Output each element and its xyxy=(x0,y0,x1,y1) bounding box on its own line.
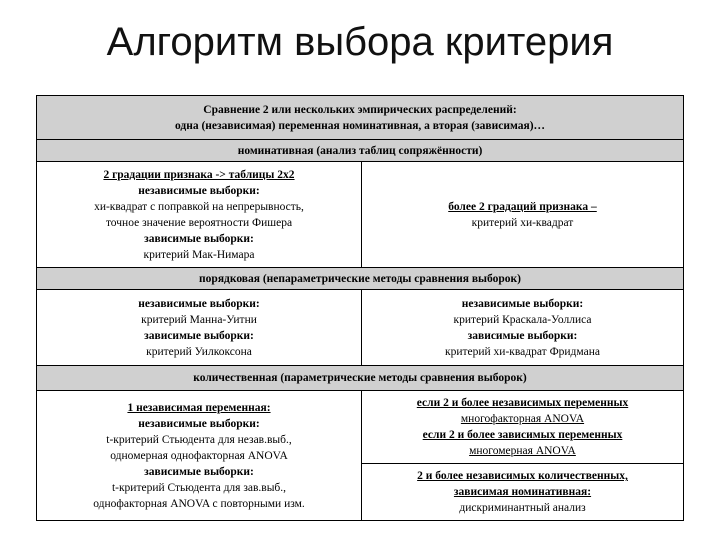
nominative-left-line-3: хи-квадрат с поправкой на непрерывность, xyxy=(94,200,304,213)
nominative-left-line-5: зависимые выборки: xyxy=(144,232,254,245)
quantitative-left-line-2: независимые выборки: xyxy=(138,417,260,430)
quantitative-right-top-line-1: если 2 и более независимых переменных xyxy=(416,397,629,409)
ordinal-right-line-2: критерий Краскала-Уоллиса xyxy=(453,313,592,326)
nominative-left-line-4: точное значение вероятности Фишера xyxy=(105,216,293,229)
header-cell xyxy=(37,96,683,139)
nominative-left-line-1: 2 градации признака -> таблицы 2х2 xyxy=(103,168,295,181)
nominative-left-line-6: критерий Мак-Нимара xyxy=(143,248,255,261)
quantitative-heading xyxy=(37,366,683,390)
quantitative-right-top-line-2: многофакторная ANOVA xyxy=(460,413,585,425)
nominative-right-line-1: более 2 градаций признака – xyxy=(448,200,597,213)
ordinal-heading xyxy=(37,268,683,289)
quantitative-left-line-5: зависимые выборки: xyxy=(144,465,254,478)
ordinal-left-cell xyxy=(37,290,361,365)
page-title: Алгоритм выбора критерия xyxy=(106,20,614,64)
quantitative-right-top-line-3: если 2 и более зависимых переменных xyxy=(422,429,623,441)
quantitative-left-cell xyxy=(37,391,361,520)
nominative-left-line-2: независимые выборки: xyxy=(138,184,260,197)
quantitative-left-line-6: t-критерий Стьюдента для зав.выб., xyxy=(111,481,287,494)
quantitative-right-top-line-4: многомерная ANOVA xyxy=(469,445,576,457)
ordinal-right-line-4: критерий хи-квадрат Фридмана xyxy=(445,345,600,358)
header-line-1: Сравнение 2 или нескольких эмпирических распределений: xyxy=(203,103,517,116)
header-line-2: одна (независимая) переменная номинативная, а вторая (зависимая)… xyxy=(174,119,546,132)
ordinal-left-line-1: независимые выборки: xyxy=(138,297,260,310)
quantitative-right-bottom-line-1: 2 и более независимых количественных, xyxy=(417,470,628,482)
quantitative-left-line-3: t-критерий Стьюдента для незав.выб., xyxy=(106,433,292,446)
ordinal-right-line-3: зависимые выборки: xyxy=(467,329,578,342)
nominative-left-cell xyxy=(37,162,361,267)
nominative-right-line-2: критерий хи-квадрат xyxy=(471,216,574,229)
quantitative-left-line-1: 1 независимая переменная: xyxy=(127,401,271,414)
nominative-heading xyxy=(37,140,683,161)
quantitative-right-bottom-line-2: зависимая номинативная: xyxy=(453,486,592,498)
quantitative-heading-text: количественная (параметрические методы сравнения выборок) xyxy=(193,372,527,384)
quantitative-right-bottom-line-3: дискриминантный анализ xyxy=(459,502,586,514)
criteria-table xyxy=(36,95,684,521)
ordinal-left-line-4: критерий Уилкоксона xyxy=(146,345,252,358)
quantitative-right-bottom-cell xyxy=(362,464,683,520)
nominative-right-cell xyxy=(362,162,683,267)
ordinal-right-line-1: независимые выборки: xyxy=(461,297,584,310)
ordinal-left-line-3: зависимые выборки: xyxy=(144,329,254,342)
ordinal-right-cell xyxy=(362,290,683,365)
nominative-heading-text: номинативная (анализ таблиц сопряжённости) xyxy=(237,144,483,157)
quantitative-left-line-4: одномерная однофакторная ANOVA xyxy=(110,449,288,462)
ordinal-heading-text: порядковая (непараметрические методы сравнения выборок) xyxy=(199,272,521,285)
ordinal-left-line-2: критерий Манна-Уитни xyxy=(141,313,257,326)
quantitative-right-top-cell xyxy=(362,391,683,463)
quantitative-left-line-7: однофакторная ANOVA с повторными изм. xyxy=(93,497,305,510)
